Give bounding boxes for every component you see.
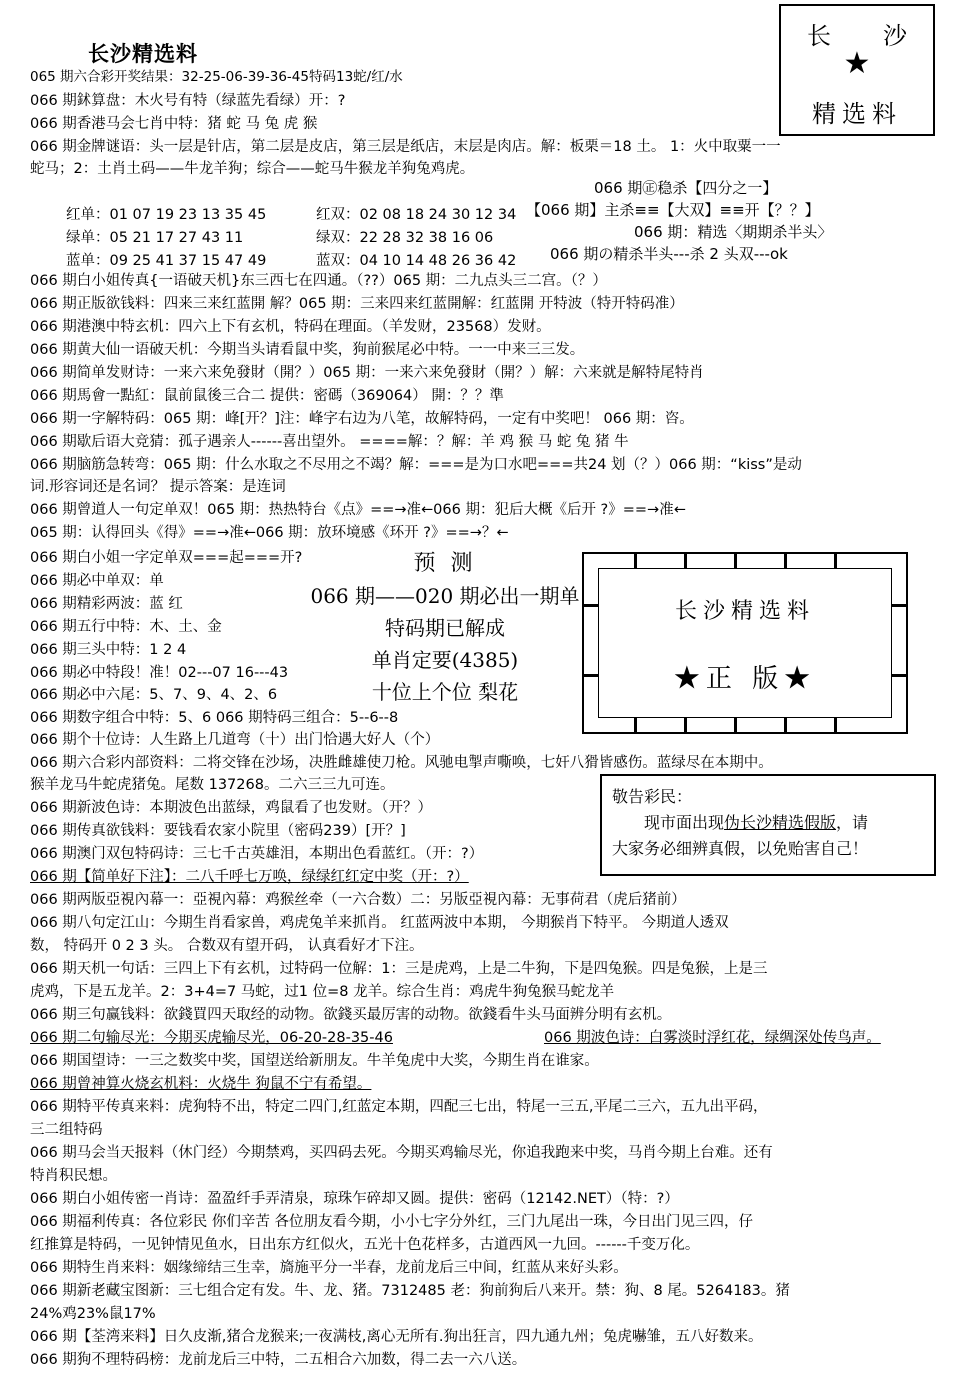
text-line: 066 期【简单好下注】：二八千呼七万唤，绿绿红红定中奖（开：?） (30, 869, 469, 885)
badge-char-1: 长 (807, 22, 831, 50)
text-line: 066 期歇后语大竞猜：孤子遇亲人------喜出望外。 ====解：？解：羊 鸡 猴 马 蛇 兔 猪 牛 (30, 434, 629, 450)
prediction-line: 十位上个位 梨花 (371, 680, 519, 704)
prediction-title: 预 测 (413, 551, 477, 576)
text-line: 066 期个十位诗：人生路上几道弯（十）出门恰遇大好人（个） (30, 732, 440, 748)
text-line: 066 期【荃湾来料】日久皮渐,猪合龙猴来;一夜满枝,离心无所有.狗出狂言，四九通九州；兔虎嚇雏，五八好数来。 (30, 1329, 763, 1345)
text-line: 065 期：认得回头《得》==→准←066 期：放环境感《环开 ?》==→？← (30, 525, 509, 541)
text-line: 066 期八句定江山：今期生肖看家兽，鸡虎兔羊来抓肖。 红蓝两波中本期， 今期猴肖下特平。 今期道人透双 (30, 915, 729, 931)
text-line: 066 期黄大仙一语破天机：今期当头请看鼠中奖，狗前猴尾必中特。一一中来三三发。 (30, 342, 585, 358)
text-line: 特肖积民想。 (30, 1168, 117, 1184)
text-line: 066 期国望诗：一三之数奖中奖，国望送给新朋友。牛羊兔虎中大奖，今期生肖在谁家。 (30, 1053, 599, 1069)
text-line: 066 期新老藏宝图新：三七组合定有发。牛、龙、猪。7312485 老：狗前狗后八来开。禁：狗、8 尾。5264183。猪 (30, 1283, 790, 1299)
text-line: 066 期金牌谜语：头一层是针店，第二层是皮店，第三层是纸店，末层是肉店。解：板栗＝18 土。 1：火中取粟一一 (30, 139, 781, 155)
frame-caption: 长沙精选料 (674, 599, 815, 624)
prediction-line: 特码期已解成 (385, 616, 505, 640)
text-line: 066 期简单发财诗：一来六来免發財（開？）065 期：一来六来免發財（開？）解：六来就是解特尾特肖 (30, 365, 704, 381)
text-line: 066 期脑筋急转弯：065 期：什么水取之不尽用之不竭？解：===是为口水吧===共24 划（？）066 期：“kiss”是动 (30, 457, 802, 473)
text-line: 066 期马会当天报料（休门经）今期禁鸡，买四码去死。今期买鸡输尽光，你追我跑来中奖，马肖今期上台难。还有 (30, 1145, 773, 1161)
prediction-block (300, 548, 590, 708)
notice-text: 现市面出现 (644, 813, 725, 832)
text-line: 066 期两版亞視內幕一：亞視內幕：鸡猴丝牵（一六合数）二：另版亞視內幕：无事荷君（虎后猪前） (30, 892, 686, 908)
badge-char-2: 沙 (883, 22, 907, 50)
text-line: 066 期澳门双包特码诗：三七千古英雄泪，本期出色看蓝红。（开：?） (30, 846, 484, 862)
red-double: 红双：02 08 18 24 30 12 34 (316, 207, 517, 223)
text-line: 虎鸡，下是五龙羊。2：3+4=7 马蛇，过1 位=8 龙羊。综合生肖：鸡虎牛狗兔猴马蛇龙羊 (30, 984, 615, 1000)
frame-caption-genuine: ★正 版★ (673, 664, 817, 694)
text-line: 066 期港澳中特玄机：四六上下有玄机，特码在理面。（羊发财，23568）发财。 (30, 319, 551, 335)
red-single: 红单：01 07 19 23 13 35 45 (66, 207, 267, 223)
text-line: 066 期六合彩内部资料：二将交锋在沙场，决胜雌雄使刀枪。风驰电掣声嘶唤，七奸八猾皆感伤。蓝绿尽在本期中。 (30, 755, 773, 771)
text-line: 066 期馬會一點紅：鼠前鼠後三合二 提供：密碼（369064） 開：？？準 (30, 388, 504, 404)
text-line: 066 期天机一句话：三四上下有玄机，过特码一位解：1：三是虎鸡，上是二牛狗，下是四兔猴。四是兔猴，上是三 (30, 961, 768, 977)
text-line: 066 期白小姐传密一肖诗：盈盈纤手弄清泉，琼珠乍碎却又圆。提供：密码（12142.NET）（特：?） (30, 1191, 679, 1207)
notice-fake-version: 伪长沙精选假版 (724, 813, 837, 832)
text-line: 066 期香港马会七肖中特：猪 蛇 马 兔 虎 猴 (30, 116, 318, 132)
green-single: 绿单：05 21 17 27 43 11 (66, 230, 244, 246)
notice-text: ，请 (836, 813, 869, 832)
text-line: 066 期一字解特码：065 期：峰[开？]注：峰字右边为八笔，故解特码，一定有中奖吧！ 066 期：咨。 (30, 411, 694, 427)
text-line: 红推算是特码，一见钟情见鱼水，日出东方红似火，五光十色花样多，古道西风一九回。------千变万化。 (30, 1237, 700, 1253)
text-line: 066 期白小姐一字定单双===起===开? (30, 550, 303, 566)
text-line: 066 期精彩两波：蓝 红 (30, 596, 183, 612)
text-line: 066 期必中六尾：5、7、9、4、2、6 (30, 687, 278, 703)
text-line: 066 期三句赢钱料：欲錢買四天取经的动物。欲錢买最厉害的动物。欲錢看牛头马面辨分明有玄机。 (30, 1007, 672, 1023)
brand-badge (779, 4, 935, 136)
page-title: 长沙精选料 (88, 42, 198, 66)
badge-subtitle: 精选料 (812, 100, 902, 128)
text-line: 066 期必中特段！准！02---07 16---43 (30, 665, 289, 681)
notice-box (600, 774, 936, 876)
notice-text: 大家务必细辨真假，以免贻害自己！ (612, 839, 869, 858)
text-line: 数， 特码开 0 2 3 头。 合数双有望开码， 认真看好才下注。 (30, 938, 424, 954)
text-line: 066 期特平传真来料：虎狗特不出，特定二四门,红蓝定本期，四配三七出，特尾一三五,平尾二三六，五九出平码， (30, 1099, 768, 1115)
prediction-line: 066 期——020 期必出一期单 (310, 584, 580, 608)
frame-inner (598, 568, 892, 718)
prediction-line: 单肖定要(4385) (371, 648, 519, 672)
text-line: 066 期数字组合中特：5、6 066 期特码三组合：5--6--8 (30, 710, 399, 726)
text-line: 066 期狗不理特码榜：龙前龙后三中特，二五相合六加数，得二去一六八送。 (30, 1352, 527, 1368)
text-line: 猴羊龙马牛蛇虎猪兔。尾数 137268。二六三三九可连。 (30, 777, 395, 793)
logo-frame (582, 552, 908, 734)
text-line: 066 期新波色诗：本期波色出蓝绿，鸡鼠看了也发财。（开？） (30, 800, 433, 816)
text-line: 066 期正版欲钱料：四来三来红蓝開 解？065 期：三来四来红蓝開解：红蓝開 开特波（特开特码准） (30, 296, 684, 312)
notice-heading: 敬告彩民： (612, 787, 693, 806)
text-line: 066 期五行中特：木、土、金 (30, 619, 222, 635)
note-line: 【066 期】主杀≡≡【大双】≡≡开【？？】 (526, 201, 820, 219)
green-double: 绿双：22 28 32 38 16 06 (316, 230, 494, 246)
text-line: 三二组特码 (30, 1122, 103, 1138)
text-line: 066 期曾神算火烧玄机料：火烧牛 狗鼠不宁有希望。 (30, 1076, 372, 1092)
text-line: 蛇马；2：土肖土码——牛龙羊狗；综合——蛇马牛猴龙羊狗兔鸡虎。 (30, 161, 475, 177)
text-line: 066 期三头中特：1 2 4 (30, 642, 187, 658)
text-line: 词.形容词还是名词？ 提示答案：是连词 (30, 479, 286, 495)
text-line: 24%鸡23%鼠17% (30, 1306, 156, 1322)
text-line: 066 期传真欲钱料：要钱看农家小院里（密码239）[开？] (30, 823, 406, 839)
note-line: 066 期の精杀半头---杀 2 头双---ok (550, 245, 788, 263)
text-line: 066 期鉥算盘：木火号有特（绿蓝先看绿）开：? (30, 93, 346, 109)
note-line: 066 期：精选〈期期杀半头〉 (634, 223, 833, 241)
star-icon: ★ (843, 46, 871, 81)
text-line: 066 期白小姐传真{一语破天机}东三西七在四通。（??）065 期：二九点头三二宫。（？） (30, 273, 607, 289)
text-line: 066 期福利传真：各位彩民 你们辛苦 各位朋友看今期，小小七字分外红，三门九尾出一珠，今日出门见三四，仔 (30, 1214, 753, 1230)
text-line: 065 期六合彩开奖结果：32-25-06-39-36-45特码13蛇/红/水 (30, 69, 403, 85)
text-line: 066 期必中单双：单 (30, 573, 164, 589)
text-line: 066 期特生肖来料：姻缘缔结三生幸，旖施平分一半春，龙前龙后三中间，红蓝从来好头彩。 (30, 1260, 628, 1276)
text-line: 066 期波色诗：白雾淡时浮红花，绿绸深处传鸟声。 (544, 1030, 881, 1046)
blue-double: 蓝双：04 10 14 48 26 36 42 (316, 253, 517, 269)
note-line: 066 期㊣稳杀【四分之一】 (594, 179, 778, 197)
text-line: 066 期曾道人一句定单双！065 期：热热特台《点》==→准←066 期：犯后大概《后开 ?》==→准← (30, 502, 686, 518)
blue-single: 蓝单：09 25 41 37 15 47 49 (66, 253, 267, 269)
text-line: 066 期二句输尽光：今期买虎输尽光，06-20-28-35-46 (30, 1030, 393, 1046)
